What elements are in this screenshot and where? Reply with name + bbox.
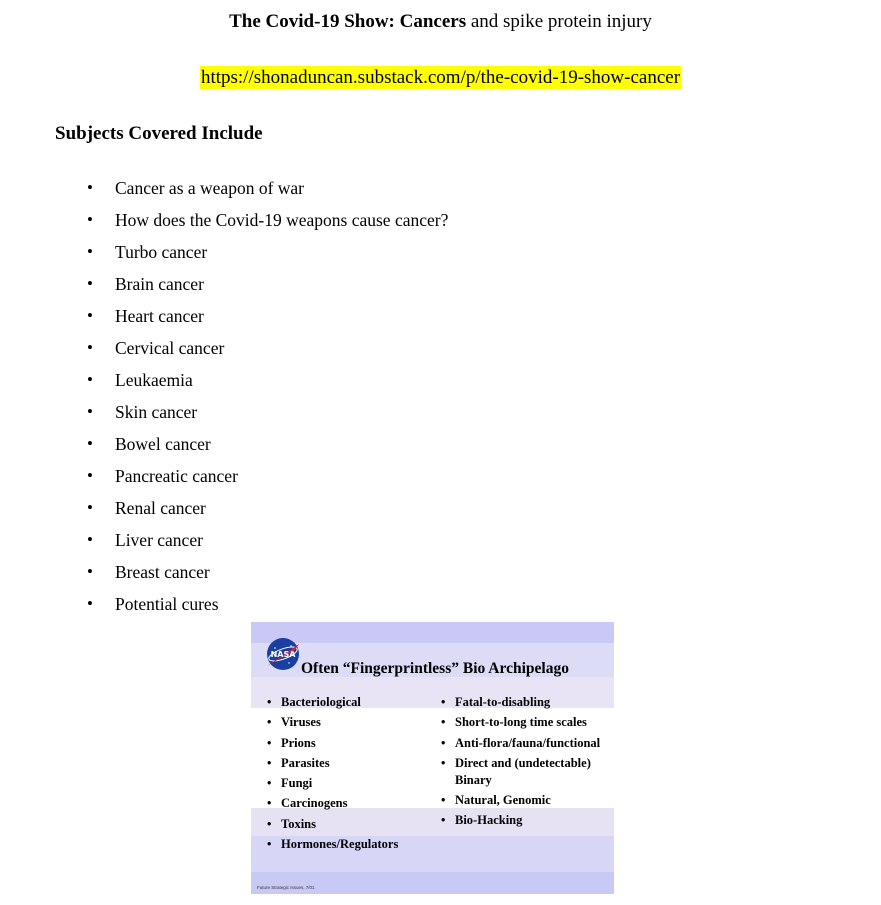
bullet-icon: • [267,776,272,791]
bullet-icon: • [87,274,93,293]
bullet-icon: • [87,370,93,389]
topic-list-item [0,208,448,240]
slide-list-item [441,792,601,809]
slide-footer: Future Strategic Issues, 7/01 [257,885,315,890]
slide-list-item [441,755,601,789]
topic-text: Bowel cancer [115,434,211,454]
slide-right-list [441,694,601,833]
topic-text: Pancreatic cancer [115,466,238,486]
slide-item-text: Hormones/Regulators [281,837,399,852]
topic-list-item [0,496,448,528]
slide-list-item [267,735,398,752]
bullet-icon: • [267,816,272,831]
slide-list-item [267,775,398,792]
slide-list-item [441,735,601,752]
topic-list-item [0,176,448,208]
bullet-icon: • [441,813,446,828]
bullet-icon: • [87,178,93,197]
topic-list-item [0,240,448,272]
topic-text: Heart cancer [115,306,204,326]
topic-list-item [0,304,448,336]
topic-text: Brain cancer [115,274,204,294]
bullet-icon: • [87,562,93,581]
bullet-icon: • [267,837,272,852]
slide-list-item [441,812,601,829]
bullet-icon: • [267,755,272,770]
bullet-icon: • [441,793,446,808]
slide-left-list [267,694,398,856]
bullet-icon: • [267,715,272,730]
bullet-icon: • [87,530,93,549]
topic-text: Liver cancer [115,530,203,550]
topic-list-item [0,592,448,624]
topic-text: How does the Covid-19 weapons cause cancer? [115,210,449,230]
slide-item-text: Bio-Hacking [455,813,523,828]
topic-text: Renal cancer [115,498,206,518]
slide-item-text: Parasites [281,755,330,770]
link-line [0,66,881,90]
bullet-icon: • [87,434,93,453]
topic-list-item [0,368,448,400]
slide-item-text: Natural, Genomic [455,793,551,808]
topic-list-item [0,336,448,368]
slide-item-text: Direct and (undetectable) Binary [455,755,591,787]
document-title-rest: and spike protein injury [466,11,652,32]
document-title [0,10,881,34]
topic-text: Leukaemia [115,370,193,390]
slide-list-item [267,694,398,711]
bullet-icon: • [441,755,446,770]
embedded-slide-image [251,622,614,894]
slide-item-text: Bacteriological [281,695,361,709]
bullet-icon: • [267,796,272,811]
slide-list-item [267,714,398,731]
slide-item-text: Fungi [281,776,313,791]
slide-item-text: Toxins [281,816,316,831]
slide-title: Often “Fingerprintless” Bio Archipelago [301,660,569,677]
bullet-icon: • [441,735,446,750]
bullet-icon: • [87,306,93,325]
slide-item-text: Viruses [281,715,321,730]
topic-text: Cancer as a weapon of war [115,178,305,198]
slide-list-item [267,816,398,833]
bullet-icon: • [87,242,93,261]
document-title-bold: The Covid-19 Show: Cancers [229,11,467,32]
topic-text: Potential cures [115,594,219,614]
section-heading: Subjects Covered Include [55,123,263,144]
topic-text: Skin cancer [115,402,198,422]
topic-list-item [0,432,448,464]
bullet-icon: • [441,695,446,709]
bullet-icon: • [87,466,93,485]
slide-list-item [441,694,601,711]
topic-list-item [0,560,448,592]
bullet-icon: • [87,402,93,421]
topic-list-item [0,464,448,496]
slide-item-text: Carcinogens [281,796,348,811]
slide-list-item [267,755,398,772]
topic-text: Cervical cancer [115,338,225,358]
slide-item-text: Anti-flora/fauna/functional [455,735,601,750]
bullet-icon: • [267,695,272,709]
bullet-icon: • [441,715,446,730]
slide-list-item [267,795,398,812]
bullet-icon: • [267,735,272,750]
topic-list-item [0,272,448,304]
slide-list-item [441,714,601,731]
topic-text: Breast cancer [115,562,210,582]
topic-list-item [0,528,448,560]
bullet-icon: • [87,498,93,517]
nasa-logo-icon [265,636,301,672]
slide-item-text: Fatal-to-disabling [455,695,551,709]
slide-item-text: Short-to-long time scales [455,715,587,730]
slide-item-text: Prions [281,735,316,750]
slide-list-item [267,836,398,853]
article-link[interactable]: https://shonaduncan.substack.com/p/the-covid-19-show-cancer [200,67,681,88]
topic-list-item [0,400,448,432]
topics-list [0,176,448,624]
bullet-icon: • [87,594,93,613]
bullet-icon: • [87,338,93,357]
bullet-icon: • [87,210,93,229]
topic-text: Turbo cancer [115,242,208,262]
nasa-logo-text: NASA [270,650,296,659]
